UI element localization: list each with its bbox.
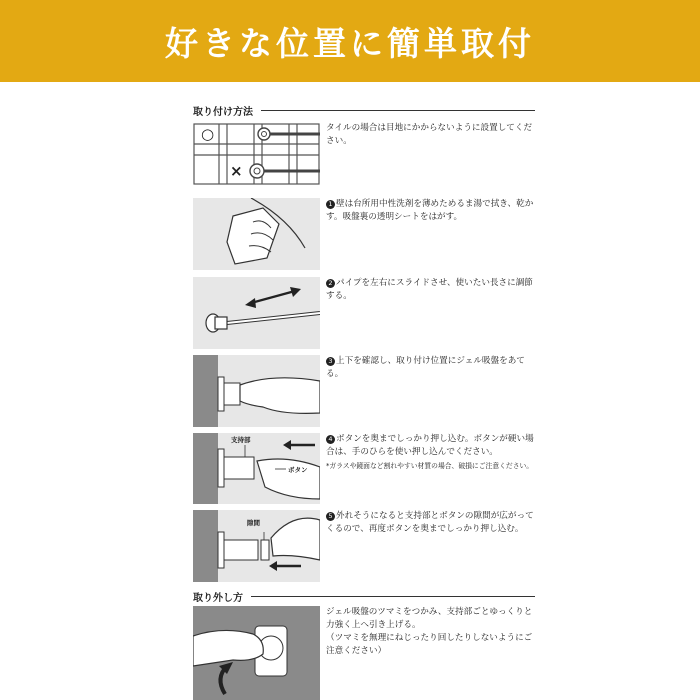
step4-text	[326, 433, 538, 471]
button-label: ボタン	[288, 466, 308, 474]
remove-illustration	[193, 606, 320, 700]
support-label: 支持部	[231, 436, 251, 444]
heading-rule	[261, 110, 535, 111]
step3-text	[326, 355, 538, 381]
step2-number: 2	[326, 279, 335, 288]
remove-section-header	[193, 589, 535, 604]
remove-note: （ツマミを無理にねじったり回したりしないようにご注意ください）	[326, 633, 533, 656]
pipe-slide-illustration	[193, 277, 320, 349]
step4-number: 4	[326, 435, 335, 444]
step3-desc: 上下を確認し、取り付け位置にジェル吸盤をあてる。	[326, 356, 525, 379]
step5-desc: 外れそうになると支持部とボタンの隙間が広がってくるので、再度ボタンを奥までしっかり押し込む。	[326, 511, 534, 534]
step2-text	[326, 277, 538, 303]
hold-to-wall-illustration	[193, 355, 320, 427]
wipe-hand-illustration	[193, 198, 320, 270]
remove-text	[326, 606, 538, 658]
step3-illustration	[193, 355, 320, 427]
heading-rule	[251, 596, 535, 597]
step2-illustration	[193, 277, 320, 349]
step4-note: *ガラスや鏡面など割れやすい材質の場合、破損にご注意ください。	[326, 462, 534, 470]
gap-label: 隙間	[247, 519, 260, 527]
pull-up-illustration	[193, 606, 320, 700]
step5-text	[326, 510, 538, 536]
tile-ok-mark: ○	[201, 125, 215, 143]
step1-desc: 壁は台所用中性洗剤を薄めためるま湯で拭き、乾かす。吸盤裏の透明シートをはがす。	[326, 199, 534, 222]
step4-desc: ボタンを奥までしっかり押し込む。ボタンが硬い場合は、手のひらを使い押し込んでください。	[326, 434, 534, 457]
title-banner	[0, 0, 700, 82]
step5-illustration	[193, 510, 320, 582]
step4-illustration	[193, 433, 320, 504]
step1-text	[326, 198, 538, 224]
tile-instruction-text: タイルの場合は目地にかからないように設置してください。	[326, 123, 533, 146]
remove-heading: 取り外し方	[193, 593, 243, 604]
banner-title: 好きな位置に簡単取付	[165, 23, 535, 63]
install-heading: 取り付け方法	[193, 107, 253, 118]
tile-ng-mark: ×	[230, 162, 243, 180]
remove-desc: ジェル吸盤のツマミをつかみ、支持部ごとゆっくりと力強く上へ引き上げる。	[326, 607, 533, 630]
step1-number: 1	[326, 200, 335, 209]
step1-illustration	[193, 198, 320, 270]
install-section-header	[193, 103, 535, 118]
step3-number: 3	[326, 357, 335, 366]
step5-number: 5	[326, 512, 335, 521]
tile-illustration	[193, 122, 320, 186]
step2-desc: パイプを左右にスライドさせ、使いたい長さに調節する。	[326, 278, 533, 301]
